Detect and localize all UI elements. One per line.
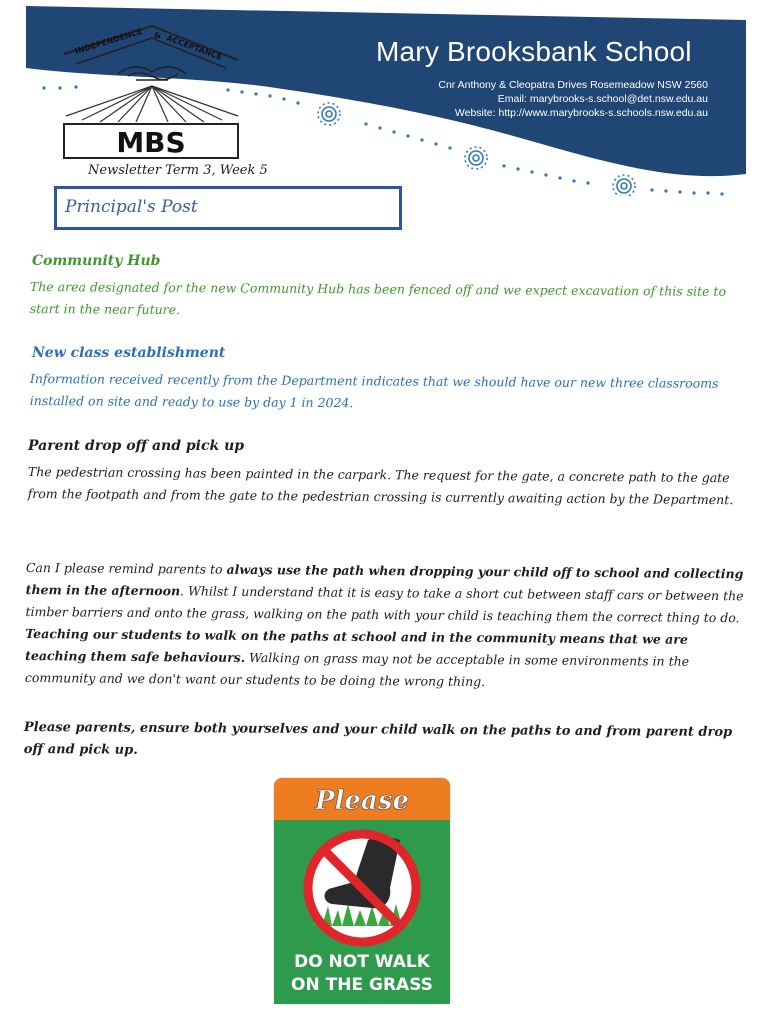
school-email[interactable]: Email: marybrooks-s.school@det.nsw.edu.au bbox=[497, 93, 708, 105]
text-closing: Please parents, ensure both yourselves and your child walk on the paths to and from parent drop off and pick up. bbox=[23, 719, 733, 758]
school-address: Cnr Anthony & Cleopatra Drives Rosemeadow NSW 2560 bbox=[438, 79, 708, 91]
school-name: Mary Brooksbank School bbox=[376, 36, 692, 67]
reminder-part1: Can I please remind parents to bbox=[25, 559, 227, 577]
heading-drop-off: Parent drop off and pick up bbox=[28, 438, 245, 454]
logo-initials: MBS bbox=[116, 126, 186, 159]
text-community-hub: The area designated for the new Community Hub has been fenced off and we expect excavation of this site to start in the near future. bbox=[29, 278, 727, 318]
reminder-bold1: always use the path when dropping your child off to school and collecting them in the afternoon bbox=[25, 561, 744, 599]
sign-please: Please bbox=[315, 786, 409, 816]
text-drop-off: The pedestrian crossing has been painted in the carpark. The request for the gate, a concrete path to the gate from the footpath and from the gate to the pedestrian crossing is currently awaiting action by the Department. bbox=[27, 463, 734, 508]
logo-acceptance: ACCEPTANCE bbox=[165, 33, 224, 62]
sign-line2: ON THE GRASS bbox=[291, 975, 433, 995]
handshake-icon bbox=[118, 67, 186, 80]
newsletter-issue: Newsletter Term 3, Week 5 bbox=[88, 163, 268, 178]
section-title: Principal's Post bbox=[65, 197, 198, 217]
heading-new-class: New class establishment bbox=[32, 345, 226, 361]
sign-line1: DO NOT WALK bbox=[294, 952, 430, 972]
logo-independence: INDEPENDENCE bbox=[73, 26, 144, 56]
reminder-bold2: Teaching our students to walk on the paths at school and in the community means that we are teaching them safe behaviours. bbox=[25, 625, 688, 665]
text-new-class: Information received recently from the Department indicates that we should have our new three classrooms installed on site and ready to use by day 1 in 2024. bbox=[29, 370, 719, 411]
sun-rays bbox=[66, 86, 238, 122]
do-not-walk-sign bbox=[272, 776, 452, 1006]
school-logo bbox=[56, 20, 246, 170]
school-website[interactable]: Website: http://www.marybrooks-s.schools.nsw.edu.au bbox=[454, 107, 708, 119]
heading-community-hub: Community Hub bbox=[32, 253, 161, 269]
logo-ampersand: & bbox=[154, 31, 161, 40]
section-title-box bbox=[54, 186, 402, 230]
text-reminder bbox=[25, 557, 744, 695]
no-walking-on-grass-icon bbox=[304, 830, 420, 946]
reminder-part2: . Whilst I understand that it is easy to take a short cut between staff cars or between the timber barriers and onto the grass, walking on the path with your child is teaching them the correct thing to do. bbox=[25, 583, 744, 626]
reminder-part3: Walking on grass may not be acceptable in some environments in the community and we don't want our students to be doing the wrong thing. bbox=[24, 649, 690, 690]
